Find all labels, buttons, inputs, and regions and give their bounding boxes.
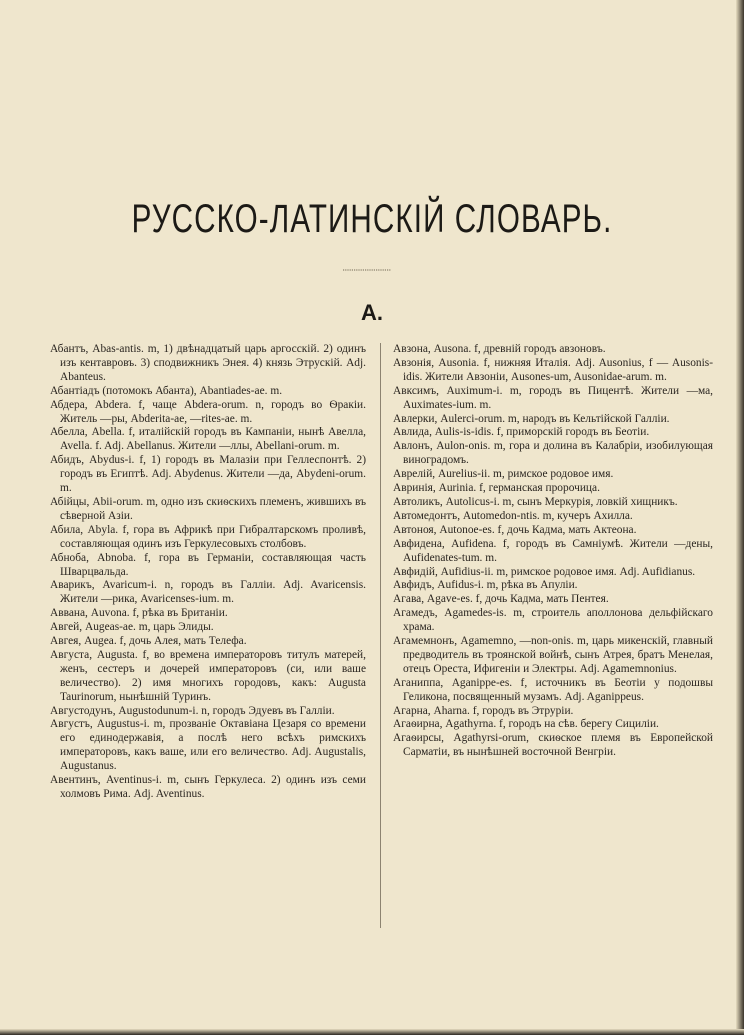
dictionary-entry: Авентинъ, Aventinus-i. m, сынъ Геркулеса. 2) одинъ изъ семи холмовъ Рима. Adj. Aventinus. [50, 774, 366, 800]
dictionary-entry: Августъ, Augustus-i. m, прозваніе Октавіана Цезаря со времени его единодержавія, а послѣ него всѣхъ римскихъ императоровъ, какъ ваше, или его величество. Adj. Augustalis, Augustanus. [50, 718, 366, 773]
dictionary-entry: Аганиппа, Aganippe-es. f, источникъ въ Беотіи у подошвы Геликона, посвященный музамъ. Adj. Aganippeus. [393, 676, 713, 703]
dictionary-entry: Авфидій, Aufidius-ii. m, римское родовое имя. Adj. Aufidianus. [393, 565, 696, 578]
dictionary-entry: Аврелій, Aurelius-ii. m, римское родовое имя. [393, 468, 614, 481]
dictionary-entry: Автомедонтъ, Automedon-ntis. m, кучеръ Ахилла. [393, 509, 633, 522]
dictionary-entry: Абійцы, Abii-orum. m, одно изъ скиѳскихъ племенъ, жившихъ въ сѣверной Азіи. [50, 495, 366, 522]
dictionary-entry: Авлерки, Aulerci-orum. m, народъ въ Кельтійской Галліи. [393, 412, 670, 425]
dictionary-entry: Абантъ, Abas-antis. m, 1) двѣнадцатый царь аргосскій. 2) одинъ изъ кентавровъ. 3) сподвижникъ Энея. 4) князь Этрускій. Adj. Abanteus. [50, 343, 366, 383]
dictionary-entry: Абдера, Abdera. f, чаще Abdera-orum. n, городъ во Ѳракіи. Житель —ры, Abderita-ae, —rites-ae. m. [50, 398, 366, 425]
dictionary-entry: Абила, Abyla. f, гора въ Африкѣ при Гибралтарскомъ проливѣ, составляющая одинъ изъ Геркулесовыхъ столбовъ. [50, 523, 366, 550]
dictionary-entry: Аварикъ, Avaricum-i. n, городъ въ Галліи. Adj. Avaricensis. Жители —рика, Avaricenses-ium. m. [50, 579, 366, 606]
page-title: РУССКО-ЛАТИНСКІЙ СЛОВАРЬ. [131, 197, 613, 241]
dictionary-entry: Авфидъ, Aufidus-i. m, рѣка въ Апуліи. [393, 579, 578, 592]
page-edge-bottom [0, 1029, 744, 1035]
dictionary-entry: Авгея, Augea. f, дочь Алея, мать Телефа. [50, 635, 247, 648]
dictionary-entry: Абидъ, Abydus-i. f, 1) городъ въ Малазіи при Геллеспонтѣ. 2) городъ въ Египтѣ. Adj. Abydenus. Жители —да, Abydeni-orum. m. [50, 454, 366, 495]
dictionary-entry: Авзонія, Ausonia. f, нижняя Италія. Adj. Ausonius, f — Ausonis-idis. Жители Авзоніи, Ausones-um, Ausonidae-arum. m. [393, 356, 713, 383]
dictionary-entry: Агарна, Aharna. f, городъ въ Этруріи. [393, 704, 574, 717]
dictionary-entry: Авфидена, Aufidena. f, городъ въ Самніумѣ. Жители —дены, Aufidenates-tum. m. [393, 537, 713, 564]
dictionary-entry: Абноба, Abnoba. f, гора въ Германіи, составляющая часть Шварцвальда. [50, 551, 366, 578]
right-column [393, 343, 713, 760]
dictionary-entry: Автоликъ, Autolicus-i. m, сынъ Меркурія, ловкій хищникъ. [393, 495, 678, 508]
dictionary-entry: Авзона, Ausona. f, древній городъ авзоновъ. [393, 343, 606, 355]
dictionary-entry: Авлонъ, Aulon-onis. m, гора и долина въ Калабріи, изобилующая виноградомъ. [393, 440, 713, 467]
dictionary-entry: Агава, Agave-es. f, дочь Кадма, мать Пентея. [393, 593, 609, 606]
dictionary-entry: Аввана, Auvona. f, рѣка въ Британіи. [50, 607, 228, 620]
dictionary-entry: Авлида, Aulis-is-idis. f, приморскій городъ въ Беотіи. [393, 426, 650, 439]
dictionary-entry: Абелла, Abella. f, италійскій городъ въ Кампаніи, нынѣ Авелла, Avella. f. Adj. Abellanus. Жители —ллы, Abellani-orum. m. [50, 426, 366, 453]
dictionary-entry: Агаѳирсы, Agathyrsi-orum, скиѳское племя въ Европейской Сарматіи, въ нынѣшней восточной Венгріи. [393, 732, 713, 759]
dictionary-entry: Авгей, Augeas-ae. m, царь Элиды. [50, 621, 214, 634]
section-letter: А. [361, 300, 383, 325]
dictionary-entry: Авксимъ, Auximum-i. m, городъ въ Пицентѣ. Жители —ма, Auximates-ium. m. [393, 384, 713, 411]
page-edge-right [736, 0, 744, 1035]
title-ornament [343, 268, 391, 272]
left-column [50, 343, 366, 802]
column-divider [380, 343, 381, 928]
dictionary-entry: Агамемнонъ, Agamemno, —non-onis. m, царь микенскій, главный предводитель въ троянской войнѣ, сынъ Атрея, братъ Менелая, отецъ Ореста, Ифигеніи и Электры. Adj. Agamemnonius. [393, 635, 713, 675]
dictionary-entry: Автоноя, Autonoe-es. f, дочь Кадма, мать Актеона. [393, 523, 637, 536]
dictionary-entry: Агаѳирна, Agathyrna. f, городъ на сѣв. берегу Сициліи. [393, 718, 659, 731]
dictionary-entry: Абантіадъ (потомокъ Абанта), Abantiades-ae. m. [50, 384, 283, 397]
dictionary-entry: Августодунъ, Augustodunum-i. n, городъ Эдуевъ въ Галліи. [50, 704, 335, 717]
dictionary-entry: Агамедъ, Agamedes-is. m, строитель аполлонова дельфійскаго храма. [393, 607, 713, 634]
dictionary-entry: Августа, Augusta. f, во времена императоровъ титулъ матерей, женъ, сестеръ и дочерей императоровъ (си, или ваше величество). 2) имя многихъ городовъ, какъ: Augusta Taurinorum, нынѣшній Туринъ. [50, 648, 366, 703]
dictionary-entry: Авринія, Aurinia. f, германская пророчица. [393, 482, 600, 495]
